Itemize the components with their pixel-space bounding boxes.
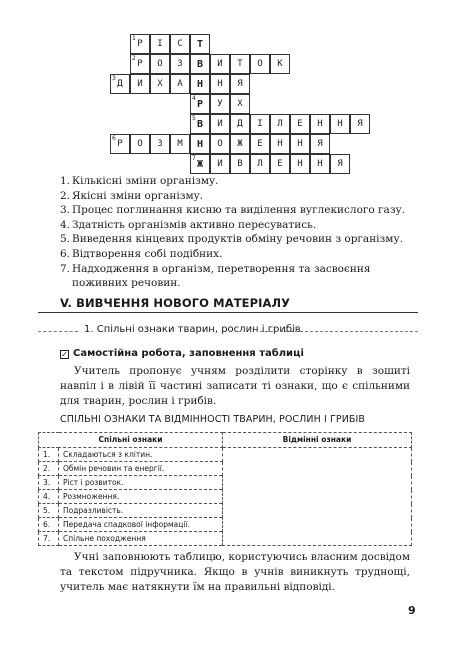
crossword-letter: В	[196, 58, 204, 70]
crossword-letter: Н	[196, 78, 204, 90]
row-number: 3.	[39, 476, 59, 490]
crossword-letter: І	[157, 39, 163, 49]
table-header-row	[39, 433, 412, 448]
crossword-letter: Р	[117, 139, 123, 149]
crossword-cell	[210, 94, 230, 114]
crossword-cell	[170, 54, 190, 74]
crossword-letter: Х	[237, 99, 243, 109]
crossword-cell	[250, 54, 270, 74]
row-number: 6.	[39, 518, 59, 532]
clue-number: 2.	[60, 189, 71, 202]
crossword-cell	[150, 74, 170, 94]
crossword-cell	[190, 34, 210, 54]
crossword-cell	[130, 54, 150, 74]
crossword-letter: К	[277, 59, 283, 69]
crossword-cell	[270, 114, 290, 134]
crossword-letter: И	[217, 159, 223, 169]
clue-text: Відтворення собі подібних.	[72, 247, 223, 260]
crossword-letter: Ж	[237, 139, 243, 149]
crossword-cell	[150, 34, 170, 54]
row-number: 2.	[39, 462, 59, 476]
clue-item	[60, 203, 420, 218]
crossword-letter: М	[177, 139, 183, 149]
crossword-letter: В	[196, 118, 204, 130]
crossword-letter: Л	[257, 159, 263, 169]
crossword-cell	[170, 134, 190, 154]
section-rule	[38, 312, 418, 313]
clue-text: Кількісні зміни організму.	[72, 175, 219, 187]
clue-number: 4.	[60, 218, 71, 231]
header-common: Спільні ознаки	[39, 433, 223, 448]
crossword-cell	[310, 114, 330, 134]
crossword-letter: О	[157, 59, 163, 69]
different-traits-cell	[223, 448, 412, 546]
common-trait: Розмноження.	[59, 490, 223, 504]
crossword-cell	[190, 74, 210, 94]
crossword-letter: Н	[196, 138, 204, 150]
crossword-cell	[110, 134, 130, 154]
crossword-cell	[190, 54, 210, 74]
clue-text: Процес поглинання кисню та виділення вуглекислого газу.	[72, 204, 406, 217]
crossword-cell	[270, 54, 290, 74]
crossword-cell	[210, 54, 230, 74]
clue-number: 6.	[60, 247, 71, 260]
section-title: V. ВИВЧЕННЯ НОВОГО МАТЕРІАЛУ	[60, 296, 291, 310]
row-number: 1.	[39, 448, 59, 462]
crossword-cell	[230, 54, 250, 74]
crossword-letter: І	[257, 119, 263, 129]
crossword-letter: Н	[297, 159, 303, 169]
crossword-cell	[230, 154, 250, 174]
crossword-letter: Н	[217, 79, 223, 89]
crossword-letter: Я	[337, 159, 343, 169]
crossword-cell	[230, 94, 250, 114]
crossword-cell	[290, 134, 310, 154]
closing-text: Учні заповнюють таблицю, користуючись власним досвідом та текстом підручника. Якщо в учнів виникнуть труднощі, учитель має натякнути їм на правильні відповіді.	[60, 551, 410, 593]
crossword-cell	[130, 134, 150, 154]
crossword-cell	[290, 114, 310, 134]
crossword-cell	[350, 114, 370, 134]
crossword-cell	[230, 134, 250, 154]
crossword-letter: Д	[117, 79, 123, 89]
crossword-cell	[130, 34, 150, 54]
crossword-cell	[250, 154, 270, 174]
crossword-row-number: 4	[192, 95, 196, 102]
clue-item	[60, 262, 420, 291]
crossword-clues	[60, 174, 420, 291]
crossword-row-number: 2	[132, 55, 136, 62]
common-trait: Спільне походження	[59, 532, 223, 546]
row-number: 7.	[39, 532, 59, 546]
crossword-cell	[210, 134, 230, 154]
checkbox-icon: ✓	[61, 350, 68, 359]
crossword-cell	[330, 114, 350, 134]
subsection-row	[38, 324, 418, 338]
crossword-letter: У	[217, 99, 223, 109]
crossword-cell	[210, 74, 230, 94]
crossword	[0, 0, 455, 170]
crossword-cell	[290, 154, 310, 174]
crossword-letter: Р	[137, 59, 143, 69]
subsection-dash-left	[38, 331, 78, 332]
crossword-letter: Н	[317, 159, 323, 169]
crossword-letter: Я	[317, 139, 323, 149]
clue-text: Надходження в організм, перетворення та засвоєння поживних речовин.	[72, 262, 371, 290]
task-label: Самостійна робота, заповнення таблиці	[73, 348, 304, 359]
crossword-letter: Н	[277, 139, 283, 149]
crossword-letter: Т	[196, 38, 204, 50]
clue-number: 5.	[60, 233, 71, 246]
crossword-letter: Р	[137, 39, 143, 49]
crossword-cell	[130, 74, 150, 94]
task-heading	[60, 348, 304, 359]
crossword-cell	[270, 134, 290, 154]
common-trait: Передача спадкової інформації.	[59, 518, 223, 532]
clue-item	[60, 174, 420, 189]
page-number: 9	[408, 604, 416, 617]
crossword-cell	[250, 114, 270, 134]
clue-item	[60, 189, 420, 204]
crossword-letter: Н	[297, 139, 303, 149]
crossword-cell	[330, 154, 350, 174]
crossword-letter: Н	[337, 119, 343, 129]
crossword-letter: Л	[277, 119, 283, 129]
crossword-cell	[210, 154, 230, 174]
subsection-title: 1. Спільні ознаки тварин, рослин і грибів	[84, 324, 301, 335]
crossword-cell	[310, 154, 330, 174]
crossword-row-number: 6	[112, 135, 116, 142]
crossword-cell	[230, 74, 250, 94]
crossword-letter: Е	[257, 139, 263, 149]
crossword-cell	[250, 134, 270, 154]
crossword-row-number: 3	[112, 75, 116, 82]
crossword-letter: Д	[237, 119, 243, 129]
header-different: Відмінні ознаки	[223, 433, 412, 448]
crossword-letter: Н	[317, 119, 323, 129]
crossword-cell	[110, 74, 130, 94]
crossword-cell	[230, 114, 250, 134]
crossword-letter: Х	[157, 79, 163, 89]
crossword-cell	[170, 74, 190, 94]
clue-text: Здатність організмів активно пересуватись.	[72, 218, 317, 231]
crossword-cell	[190, 114, 210, 134]
intro-paragraph	[60, 364, 410, 408]
crossword-letter: З	[177, 59, 183, 69]
table-row	[39, 448, 412, 462]
intro-text: Учитель пропонує учням розділити сторінку в зошиті навпіл і в лівій її частині записати ті ознаки, що є спільними для тварин, рослин і грибів.	[60, 365, 410, 407]
clue-item	[60, 218, 420, 233]
crossword-letter: О	[257, 59, 263, 69]
clue-number: 7.	[60, 262, 71, 275]
crossword-cell	[150, 134, 170, 154]
crossword-cell	[170, 34, 190, 54]
clue-text: Якісні зміни організму.	[72, 189, 204, 202]
common-trait: Ріст і розвиток.	[59, 476, 223, 490]
crossword-letter: С	[177, 39, 183, 49]
crossword-row-number: 5	[192, 115, 196, 122]
crossword-cell	[150, 54, 170, 74]
clue-item	[60, 232, 420, 247]
crossword-letter: Ж	[196, 158, 204, 170]
clue-number: 1.	[60, 175, 71, 187]
comparison-table	[38, 432, 412, 546]
clue-text: Виведення кінцевих продуктів обміну речовин з організму.	[72, 233, 403, 246]
crossword-letter: И	[217, 119, 223, 129]
crossword-cell	[190, 94, 210, 114]
crossword-letter: И	[217, 59, 223, 69]
common-trait: Обмін речовин та енергії.	[59, 462, 223, 476]
crossword-cell	[190, 154, 210, 174]
crossword-letter: З	[157, 139, 163, 149]
crossword-letter: А	[177, 79, 183, 89]
crossword-cell	[210, 114, 230, 134]
crossword-letter: В	[237, 159, 243, 169]
crossword-letter: О	[137, 139, 143, 149]
common-trait: Складаються з клітин.	[59, 448, 223, 462]
crossword-letter: Е	[277, 159, 283, 169]
crossword-cell	[270, 154, 290, 174]
crossword-letter: О	[217, 139, 223, 149]
table-caption: СПІЛЬНІ ОЗНАКИ ТА ВІДМІННОСТІ ТВАРИН, РОСЛИН І ГРИБІВ	[60, 414, 366, 425]
clue-item	[60, 247, 420, 262]
crossword-cell	[310, 134, 330, 154]
crossword-row-number: 7	[192, 155, 196, 162]
clue-number: 3.	[60, 204, 71, 217]
subsection-dash-right	[260, 331, 418, 332]
crossword-letter: Т	[237, 59, 243, 69]
crossword-row-number: 1	[132, 35, 136, 42]
common-trait: Подразливість.	[59, 504, 223, 518]
crossword-letter: Я	[237, 79, 243, 89]
closing-paragraph	[60, 550, 410, 594]
crossword-cell	[190, 134, 210, 154]
row-number: 4.	[39, 490, 59, 504]
crossword-letter: Е	[297, 119, 303, 129]
crossword-letter: Р	[196, 98, 204, 110]
crossword-letter: И	[137, 79, 143, 89]
crossword-letter: Я	[357, 119, 363, 129]
row-number: 5.	[39, 504, 59, 518]
